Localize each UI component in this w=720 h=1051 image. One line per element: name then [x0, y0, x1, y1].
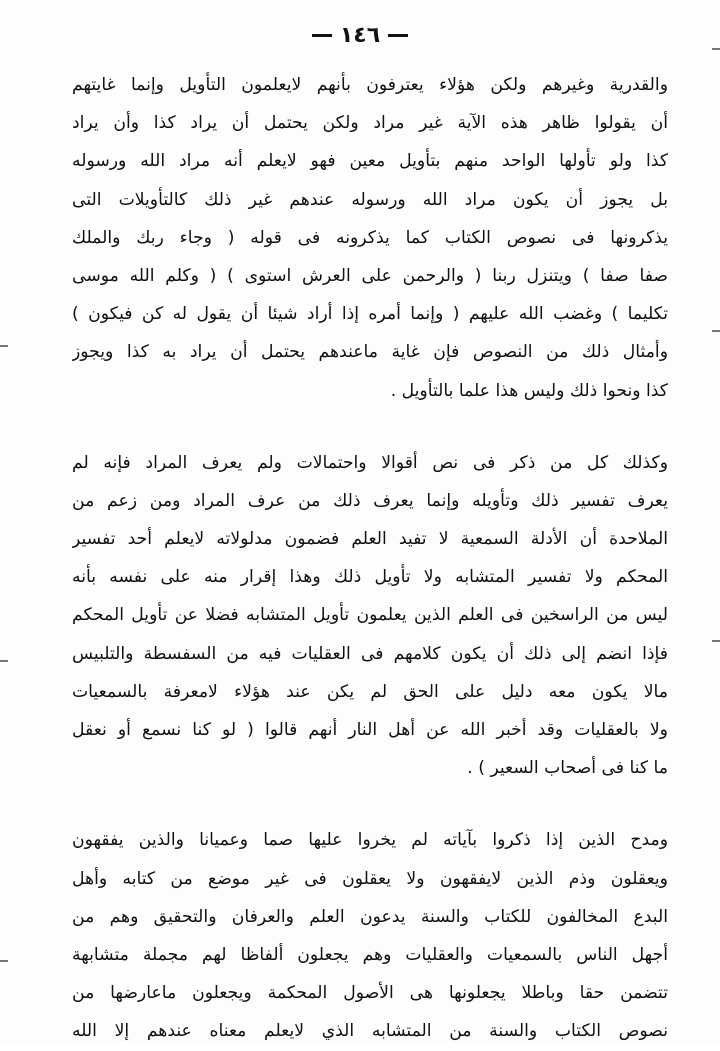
- page-header: [0, 22, 720, 48]
- text-line: يعرف تفسير ذلك وتأويله وإنما يعرف ذلك من عرف المراد ومن زعم من: [72, 490, 668, 511]
- text-line: ويعقلون وذم الذين لايفقهون ولا يعقلون فى غير موضع من كتابه وأهل: [72, 868, 668, 889]
- header-dash-right: [388, 34, 408, 37]
- paragraph-gap: [72, 787, 668, 821]
- text-line: فإذا انضم إلى ذلك أن يكون كلامهم فى العقليات فيه من السفسطة والتلبيس: [72, 643, 668, 664]
- text-line: والقدرية وغيرهم ولكن هؤلاء يعترفون بأنهم لايعلمون التأويل وإنما غايتهم: [72, 75, 668, 95]
- text-line: يذكرونها فى نصوص الكتاب كما يذكرونه فى قوله ( وجاء ربك والملك: [72, 227, 668, 248]
- paragraph-3: [72, 821, 668, 1050]
- text-line: وأمثال ذلك من النصوص فإن غاية ماعندهم يحتمل أن يراد به كذا ويجوز: [72, 342, 668, 363]
- page-number: ١٤٦: [339, 22, 381, 48]
- text-line: ليس من الراسخين فى العلم الذين يعلمون تأويل المتشابه فضلا عن تأويل المحكم: [72, 605, 668, 626]
- margin-mark: [712, 48, 720, 50]
- margin-mark: [0, 345, 8, 347]
- text-line: بل يجوز أن يكون مراد الله ورسوله عندهم غير ذلك كالتأويلات التى: [72, 189, 668, 210]
- text-line: نصوص الكتاب والسنة من المتشابه الذي لايعلم معناه عندهم إلا الله: [72, 1021, 668, 1042]
- paragraph-2: [72, 444, 668, 788]
- text-line: وكذلك كل من ذكر فى نص أقوالا واحتمالات ولم يعرف المراد فإنه لم: [72, 452, 668, 473]
- body-text: [72, 66, 668, 1051]
- margin-mark: [712, 330, 720, 332]
- text-line: الملاحدة أن الأدلة السمعية لا تفيد العلم فضمون مدلولاته لايعلم أحد تفسير: [72, 529, 668, 550]
- margin-mark: [0, 960, 8, 962]
- header-dash-left: [312, 34, 332, 37]
- text-line: تكليما ) وغضب الله عليهم ( وإنما أمره إذا أراد شيئا أن يقول له كن فيكون ): [72, 304, 668, 325]
- text-line: البدع المخالفون للكتاب والسنة يدعون العلم والعرفان والتحقيق وهم من: [72, 906, 668, 927]
- text-line: كذا ونحوا ذلك وليس هذا علما بالتأويل .: [390, 380, 668, 401]
- margin-mark: [0, 660, 8, 662]
- text-line: صفا صفا ) ويتنزل ربنا ( والرحمن على العرش استوى ) ( وكلم الله موسى: [72, 265, 668, 286]
- text-line: ولا بالعقليات وقد أخبر الله عن أهل النار أنهم قالوا ( لو كنا نسمع أو نعقل: [72, 720, 668, 740]
- text-line: مالا يكون معه دليل على الحق لم يكن عند هؤلاء لامعرفة بالسمعيات: [72, 681, 668, 702]
- margin-mark: [712, 640, 720, 642]
- text-line: أجهل الناس بالسمعيات والعقليات وهم يجعلون ألفاظا لهم مجملة متشابهة: [72, 944, 668, 965]
- text-line: ما كنا فى أصحاب السعير ) .: [467, 758, 668, 779]
- text-line: ومدح الذين إذا ذكروا بآياته لم يخروا عليها صما وعميانا والذين يفقهون: [72, 830, 668, 851]
- paragraph-gap: [72, 410, 668, 444]
- paragraph-1: [72, 66, 668, 410]
- text-line: كذا ولو تأولها الواحد منهم بتأويل معين فهو لايعلم أنه مراد الله ورسوله: [72, 151, 668, 172]
- text-line: المحكم ولا تفسير المتشابه ولا تأويل ذلك وهذا إقرار منه على نفسه بأنه: [72, 567, 668, 588]
- text-line: تتضمن حقا وباطلا يجعلونها هى الأصول المحكمة ويجعلون ماعارضها من: [72, 983, 668, 1004]
- text-line: أن يقولوا ظاهر هذه الآية غير مراد ولكن يحتمل أن يراد كذا وأن يراد: [72, 113, 668, 134]
